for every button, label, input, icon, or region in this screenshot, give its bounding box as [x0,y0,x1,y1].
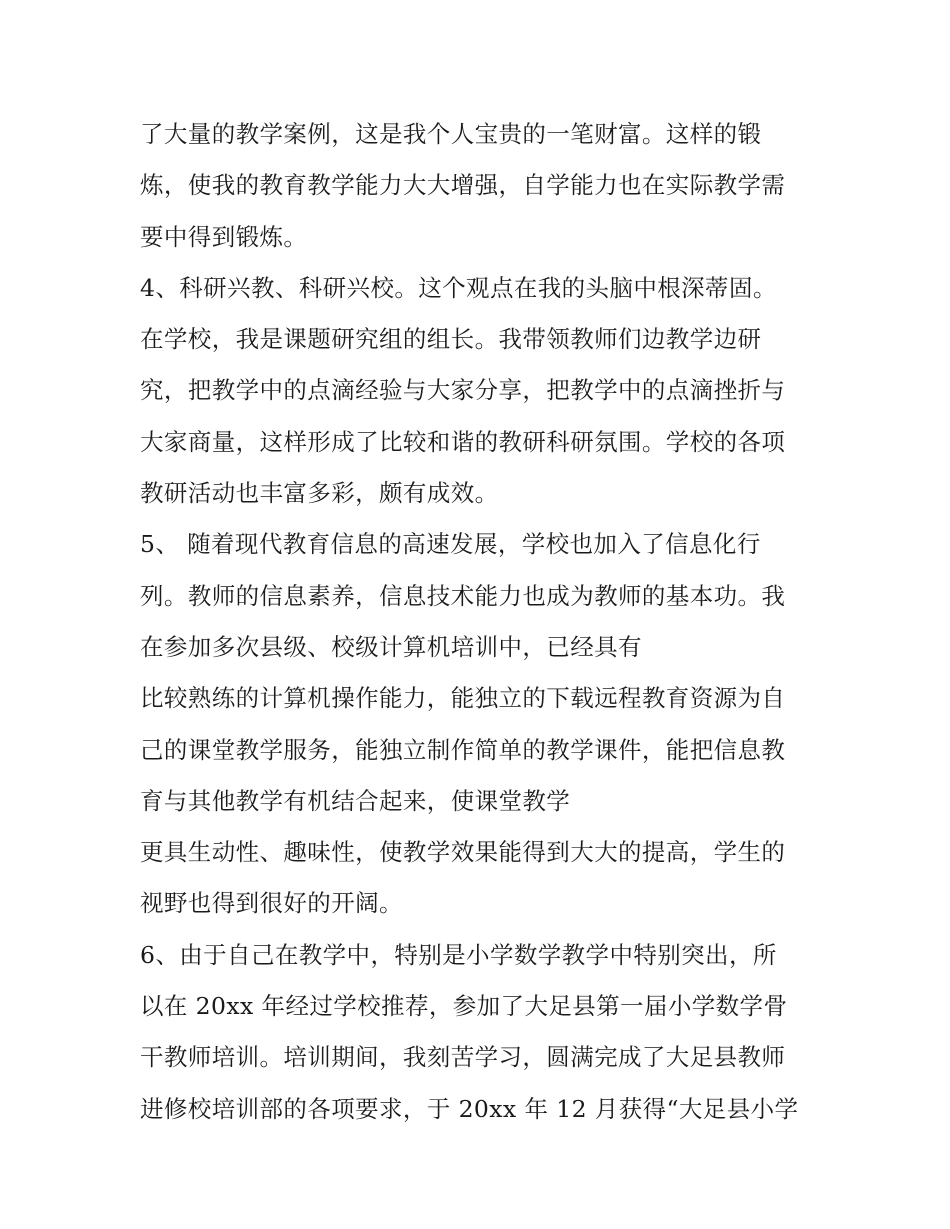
text-line: 育与其他教学有机结合起来，使课堂教学 [140,786,571,815]
text-line: 比较熟练的计算机操作能力，能独立的下载远程教育资源为自 [140,684,786,713]
text-line: 视野也得到很好的开阔。 [140,889,403,918]
text-line: 在参加多次县级、校级计算机培训中，已经具有 [140,632,642,661]
text-line: 究，把教学中的点滴经验与大家分享，把教学中的点滴挫折与 [140,376,786,405]
text-line: 己的课堂教学服务，能独立制作简单的教学课件，能把信息教 [140,735,786,764]
text-line: 进修校培训部的各项要求，于 20xx 年 12 月获得“大足县小学 [140,1094,799,1123]
text-line: 列。教师的信息素养，信息技术能力也成为教师的基本功。我 [140,581,786,610]
text-line: 教研活动也丰富多彩，颇有成效。 [140,479,499,508]
text-line: 大家商量，这样形成了比较和谐的教研科研氛围。学校的各项 [140,427,786,456]
text-line: 了大量的教学案例，这是我个人宝贵的一笔财富。这样的锻 [140,120,762,148]
text-line: 在学校，我是课题研究组的组长。我带领教师们边教学边研 [140,325,762,354]
text-line: 更具生动性、趣味性，使教学效果能得到大大的提高，学生的 [140,838,786,867]
text-line: 以在 20xx 年经过学校推荐，参加了大足县第一届小学数学骨 [140,992,788,1021]
text-line: 5、 随着现代教育信息的高速发展，学校也加入了信息化行 [140,530,761,559]
text-line: 炼，使我的教育教学能力大大增强，自学能力也在实际教学需 [140,171,786,200]
text-line: 要中得到锻炼。 [140,222,308,251]
text-line: 4、科研兴教、科研兴校。这个观点在我的头脑中根深蒂固。 [140,273,777,302]
text-line: 6、由于自己在教学中，特别是小学数学教学中特别突出，所 [140,940,777,969]
text-line: 干教师培训。培训期间，我刻苦学习，圆满完成了大足县教师 [140,1043,786,1072]
document-body [140,109,830,1135]
